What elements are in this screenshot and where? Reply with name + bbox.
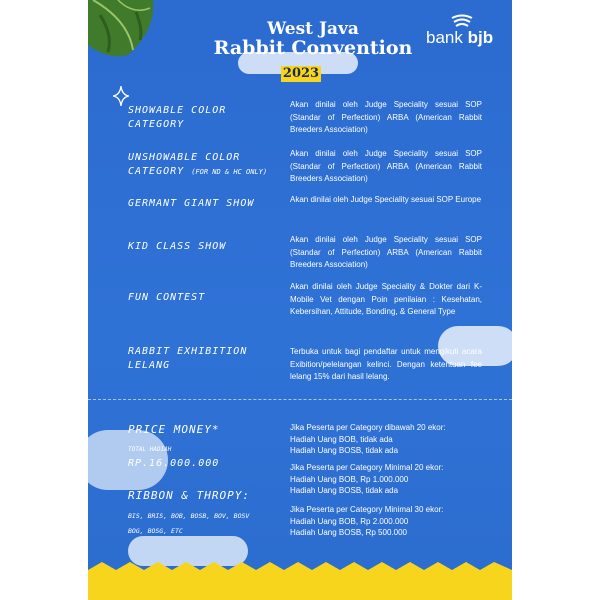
prize-tier-bosb: Hadiah Uang BOSB, Rp 500.000 <box>290 528 407 537</box>
category-title: UNSHOWABLE COLOR CATEGORY <box>128 152 241 177</box>
ribbon-list: BOG, BOSG, ETC <box>128 527 183 535</box>
event-title <box>203 20 423 58</box>
sparkle-icon <box>113 86 129 106</box>
ribbon-title: RIBBON & THROPY: <box>128 489 250 502</box>
prize-money-title: PRICE MONEY* <box>128 423 220 436</box>
category-description: Akan dinilai oleh Judge Speciality sesuai SOP (Standar of Perfection) ARBA (American Rabbit Breeders Association) <box>290 235 482 269</box>
left-margin <box>0 0 88 600</box>
bank-prefix: bank <box>426 28 468 47</box>
bank-name: bjb <box>467 28 494 47</box>
title-line-1: West Java <box>267 19 359 39</box>
poster-card <box>88 0 512 600</box>
zigzag-footer <box>88 560 512 600</box>
prize-tier-heading: Jika Peserta per Category Minimal 20 ekor: <box>290 463 444 472</box>
category-title-block <box>128 151 278 179</box>
category-description: Akan dinilai oleh Judge Speciality sesuai SOP (Standar of Perfection) ARBA (American Rabbit Breeders Association) <box>290 100 482 134</box>
prize-tier-bosb: Hadiah Uang BOSB, tidak ada <box>290 486 399 495</box>
prize-tier-heading: Jika Peserta per Category Minimal 30 ekor: <box>290 505 444 514</box>
category-title: FUN CONTEST <box>128 292 206 303</box>
prize-tier-bob: Hadiah Uang BOB, tidak ada <box>290 434 393 444</box>
prize-tier <box>290 504 490 539</box>
category-title: RABBIT EXHIBITION LELANG <box>128 346 248 371</box>
prize-tier <box>290 462 490 497</box>
prize-money-subtitle: TOTAL HADIAH <box>128 446 172 453</box>
title-line-2: Rabbit Convention <box>213 37 413 59</box>
prize-tier-heading: Jika Peserta per Category dibawah 20 ekor: <box>290 423 446 432</box>
category-description: Akan dinilai oleh Judge Speciality sesuai SOP Europe <box>290 195 482 204</box>
right-margin <box>512 0 600 600</box>
section-divider <box>88 399 512 400</box>
ribbon-list: BIS, BRIS, BOB, BOSB, BOV, BOSV <box>128 512 250 520</box>
category-title: KID CLASS SHOW <box>128 241 227 252</box>
bank-bjb-logo-icon <box>450 14 474 28</box>
category-description: Akan dinilai oleh Judge Speciality & Dokter dari K-Mobile Vet dengan Poin penilaian : Kesehatan, Kebersihan, Attitude, Bonding, & General Type <box>290 282 482 316</box>
category-title: GERMANT GIANT SHOW <box>128 198 255 209</box>
category-title: SHOWABLE COLOR CATEGORY <box>128 105 227 130</box>
year-badge: 2023 <box>282 66 320 81</box>
category-description: Terbuka untuk bagi pendaftar untuk mengikuti acara Exibition/pelelangan kelinci. Dengan ketentuan fee lelang 15% dari hasil lelang. <box>290 347 482 381</box>
prize-money-total: RP.16.000.000 <box>128 458 220 469</box>
monstera-leaf-icon <box>88 0 158 60</box>
category-description: Akan dinilai oleh Judge Speciality sesuai SOP (Standar of Perfection) ARBA (American Rabbit Breeders Association) <box>290 149 482 183</box>
bank-logo-text <box>426 28 493 48</box>
prize-tier-bob: Hadiah Uang BOB, Rp 1.000.000 <box>290 474 409 484</box>
prize-tier <box>290 422 490 457</box>
prize-tier-bosb: Hadiah Uang BOSB, tidak ada <box>290 446 399 455</box>
prize-tier-bob: Hadiah Uang BOB, Rp 2.000.000 <box>290 516 409 526</box>
category-note: (FOR ND & HC ONLY) <box>191 168 268 176</box>
